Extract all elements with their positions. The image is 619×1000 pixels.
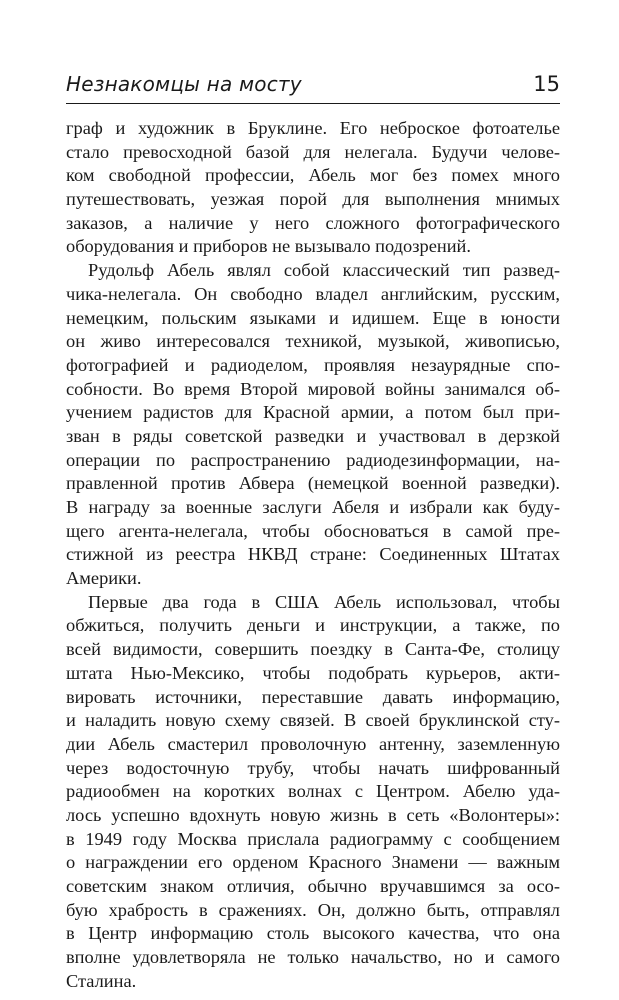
text-line: вировать источники, переставшие давать информацию, — [66, 686, 560, 707]
header-rule — [66, 103, 560, 104]
text-line: бую храбрость в сражениях. Он, должно быть, отправлял — [66, 899, 560, 920]
text-line: правленной против Абвера (немецкой военной разведки). — [66, 473, 560, 494]
text-line: через водосточную трубу, чтобы начать шифрованный — [66, 757, 560, 778]
running-title: Незнакомцы на мосту — [66, 72, 302, 96]
text-line: щего агента-нелегала, чтобы обосноваться в самой пре- — [66, 520, 560, 541]
text-line: В награду за военные заслуги Абеля и избрали как буду- — [66, 497, 560, 517]
text-line: чика-нелегала. Он свободно владел английским, русским, — [66, 283, 560, 304]
text-line: стижной из реестра НКВД стране: Соединенных Штатах — [66, 544, 560, 565]
paragraph — [66, 591, 560, 994]
text-line: Рудольф Абель являл собой классический тип развед- — [88, 260, 560, 281]
paragraph — [66, 259, 560, 591]
text-line: в 1949 году Москва прислала радиограмму с сообщением — [66, 828, 560, 849]
page-number: 15 — [533, 72, 560, 96]
text-line: собности. Во время Второй мировой войны занимался об- — [66, 378, 560, 399]
text-line: стало превосходной базой для нелегала. Будучи челове- — [66, 141, 560, 162]
text-line: Сталина. — [66, 970, 137, 991]
text-line: Первые два года в США Абель использовал, чтобы — [88, 591, 560, 612]
paragraph — [66, 117, 560, 259]
text-line: немецким, польским языками и идишем. Еще в юности — [66, 307, 560, 328]
running-head — [66, 70, 560, 104]
text-line: советским знаком отличия, обычно вручавшимся за осо- — [66, 876, 560, 896]
body-text — [66, 117, 560, 993]
text-line: вполне удовлетворяла не только начальство, но и самого — [66, 947, 560, 968]
text-line: радиообмен на коротких волнах с Центром. Абелю уда- — [66, 781, 560, 802]
text-line: о награждении его орденом Красного Знамени — важным — [66, 852, 560, 873]
text-line: учением радистов для Красной армии, а потом был при- — [66, 402, 560, 423]
text-line: Америки. — [66, 568, 142, 589]
text-line: ком свободной профессии, Абель мог без помех много — [66, 165, 560, 186]
text-line: штата Нью-Мексико, чтобы подобрать курьеров, акти- — [66, 662, 560, 683]
text-line: и наладить новую схему связей. В своей бруклинской сту- — [66, 710, 560, 731]
text-line: всей видимости, совершить поездку в Санта-Фе, столицу — [66, 639, 560, 660]
text-line: заказов, а наличие у него сложного фотографического — [66, 212, 560, 233]
text-line: он живо интересовался техникой, музыкой, живописью, — [66, 331, 560, 352]
text-line: граф и художник в Бруклине. Его неброское фотоателье — [66, 118, 560, 138]
text-line: в Центр информацию столь высокого качества, что она — [66, 923, 560, 944]
text-line: лось успешно вдохнуть новую жизнь в сеть «Волонтеры»: — [66, 804, 560, 825]
text-line: дии Абель смастерил проволочную антенну, заземленную — [66, 733, 560, 754]
text-line: путешествовать, уезжая порой для выполнения мнимых — [66, 189, 560, 210]
text-line: операции по распространению радиодезинформации, на- — [66, 449, 560, 470]
text-line: оборудования и приборов не вызывало подозрений. — [66, 236, 471, 257]
text-line: зван в ряды советской разведки и участвовал в дерзкой — [66, 425, 560, 446]
text-line: фотографией и радиоделом, проявляя незаурядные спо- — [66, 354, 560, 375]
text-line: обжиться, получить деньги и инструкции, а также, по — [66, 615, 560, 636]
